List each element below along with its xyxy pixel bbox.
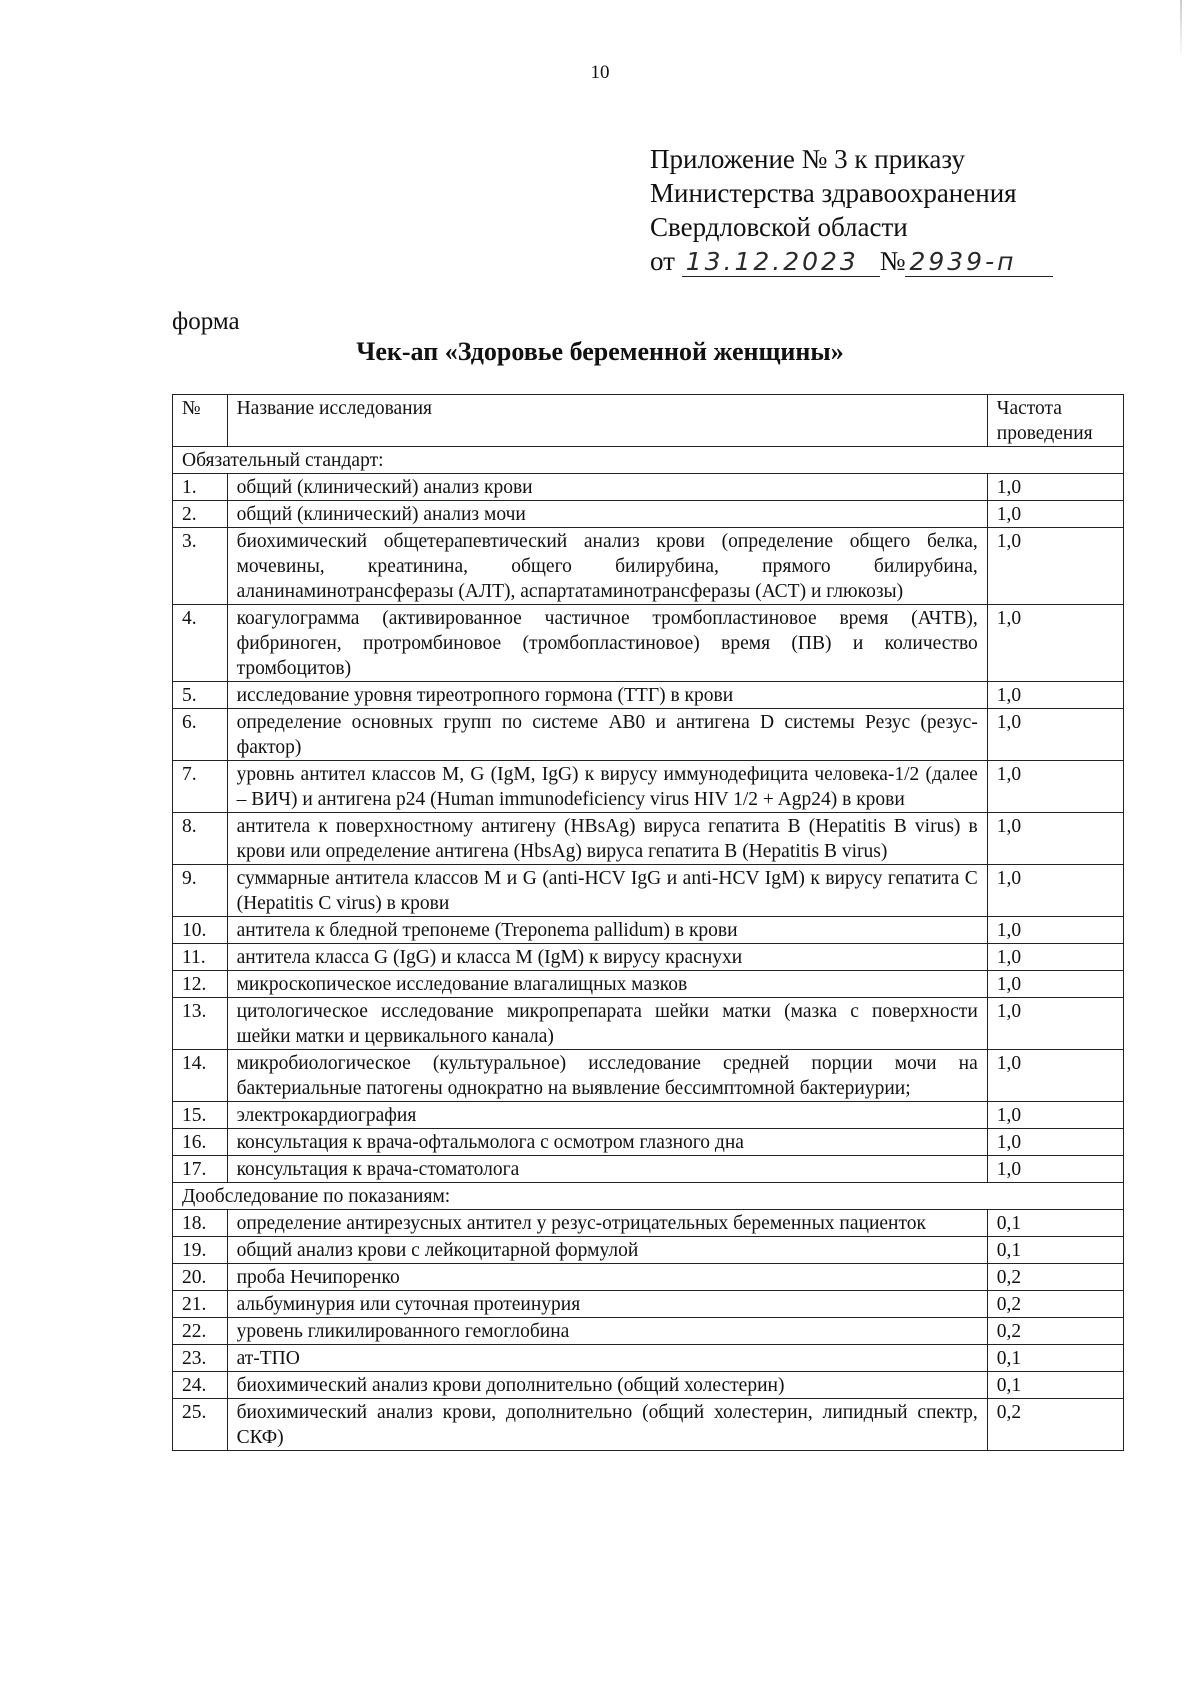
table-row	[173, 1050, 1124, 1102]
row-frequency: 1,0	[987, 501, 1123, 528]
row-frequency: 1,0	[987, 813, 1123, 865]
row-frequency: 1,0	[987, 709, 1123, 761]
row-study-name: уровень гликилированного гемоглобина	[227, 1318, 987, 1345]
row-number: 13.	[173, 998, 228, 1050]
row-study-name: биохимический общетерапевтический анализ крови (определение общего белка, мочевины, креатинина, общего билирубина, прямого билирубина, аланинаминотрансферазы (АЛТ), аспартатаминотрансферазы (АСТ) и глюкозы)	[227, 528, 987, 605]
row-number: 24.	[173, 1372, 228, 1399]
row-number: 7.	[173, 761, 228, 813]
row-frequency: 0,2	[987, 1318, 1123, 1345]
table-row	[173, 709, 1124, 761]
row-study-name: общий (клинический) анализ мочи	[227, 501, 987, 528]
section-header-row	[173, 447, 1124, 474]
row-number: 12.	[173, 971, 228, 998]
row-study-name: коагулограмма (активированное частичное тромбопластиновое время (АЧТВ), фибриноген, протромбиновое (тромбопластиновое) время (ПВ) и количество тромбоцитов)	[227, 605, 987, 682]
page-number: 10	[590, 62, 610, 83]
row-study-name: исследование уровня тиреотропного гормона (ТТГ) в крови	[227, 682, 987, 709]
table-row	[173, 971, 1124, 998]
row-frequency: 1,0	[987, 865, 1123, 917]
row-frequency: 0,2	[987, 1399, 1123, 1451]
table-row	[173, 1318, 1124, 1345]
table-row	[173, 944, 1124, 971]
table-row	[173, 682, 1124, 709]
document-title: Чек-ап «Здоровье беременной женщины»	[356, 337, 844, 366]
row-study-name: антитела к поверхностному антигену (HBsAg) вируса гепатита B (Hepatitis B virus) в крови или определение антигена (HbsAg) вируса гепатита B (Hepatitis B virus)	[227, 813, 987, 865]
row-frequency: 1,0	[987, 917, 1123, 944]
row-study-name: определение основных групп по системе АВ0 и антигена D системы Резус (резус-фактор)	[227, 709, 987, 761]
row-frequency: 0,1	[987, 1372, 1123, 1399]
appendix-line-1: Приложение № 3 к приказу	[650, 144, 965, 174]
row-frequency: 1,0	[987, 1050, 1123, 1102]
table-row	[173, 1345, 1124, 1372]
row-number: 22.	[173, 1318, 228, 1345]
table-row	[173, 1129, 1124, 1156]
header-name: Название исследования	[227, 395, 987, 447]
row-number: 3.	[173, 528, 228, 605]
row-number: 21.	[173, 1291, 228, 1318]
form-label: форма	[172, 308, 240, 335]
row-number: 20.	[173, 1264, 228, 1291]
table-row	[173, 1237, 1124, 1264]
table-row	[173, 528, 1124, 605]
row-study-name: антитела к бледной трепонеме (Treponema pallidum) в крови	[227, 917, 987, 944]
table-row	[173, 917, 1124, 944]
row-study-name: цитологическое исследование микропрепарата шейки матки (мазка с поверхности шейки матки и цервикального канала)	[227, 998, 987, 1050]
from-label: от	[650, 246, 675, 276]
table-row	[173, 761, 1124, 813]
table-row	[173, 1291, 1124, 1318]
table-row	[173, 1102, 1124, 1129]
row-frequency: 0,1	[987, 1210, 1123, 1237]
table-row	[173, 1372, 1124, 1399]
row-number: 15.	[173, 1102, 228, 1129]
row-study-name: альбуминурия или суточная протеинурия	[227, 1291, 987, 1318]
handwritten-order-number: 2939-п	[905, 248, 1053, 277]
section-title: Дообследование по показаниям:	[173, 1183, 1124, 1210]
row-frequency: 1,0	[987, 682, 1123, 709]
row-study-name: электрокардиография	[227, 1102, 987, 1129]
row-study-name: суммарные антитела классов M и G (anti-HCV IgG и anti-HCV IgM) к вирусу гепатита C (Hepatitis C virus) в крови	[227, 865, 987, 917]
table-row	[173, 474, 1124, 501]
table-body	[173, 447, 1124, 1451]
row-frequency: 1,0	[987, 605, 1123, 682]
row-study-name: общий анализ крови с лейкоцитарной формулой	[227, 1237, 987, 1264]
table-row	[173, 1210, 1124, 1237]
row-study-name: биохимический анализ крови дополнительно (общий холестерин)	[227, 1372, 987, 1399]
row-study-name: общий (клинический) анализ крови	[227, 474, 987, 501]
table-row	[173, 501, 1124, 528]
table-row	[173, 813, 1124, 865]
row-frequency: 1,0	[987, 474, 1123, 501]
section-title: Обязательный стандарт:	[173, 447, 1124, 474]
row-number: 25.	[173, 1399, 228, 1451]
row-frequency: 1,0	[987, 944, 1123, 971]
section-header-row	[173, 1183, 1124, 1210]
row-frequency: 1,0	[987, 1156, 1123, 1183]
row-number: 19.	[173, 1237, 228, 1264]
row-study-name: антитела класса G (IgG) и класса M (IgM) к вирусу краснухи	[227, 944, 987, 971]
row-number: 1.	[173, 474, 228, 501]
scan-edge-artifact	[1180, 0, 1182, 60]
row-frequency: 1,0	[987, 998, 1123, 1050]
table-header-row	[173, 395, 1124, 447]
table-row	[173, 605, 1124, 682]
appendix-header	[650, 142, 1170, 278]
row-frequency: 0,2	[987, 1264, 1123, 1291]
table-row	[173, 1156, 1124, 1183]
row-number: 16.	[173, 1129, 228, 1156]
row-study-name: биохимический анализ крови, дополнительно (общий холестерин, липидный спектр, СКФ)	[227, 1399, 987, 1451]
header-number: №	[173, 395, 228, 447]
row-number: 18.	[173, 1210, 228, 1237]
row-number: 17.	[173, 1156, 228, 1183]
checkup-table	[172, 394, 1124, 1451]
row-frequency: 0,1	[987, 1237, 1123, 1264]
order-reference	[650, 244, 1170, 278]
row-number: 23.	[173, 1345, 228, 1372]
table-row	[173, 998, 1124, 1050]
number-label: №	[879, 246, 906, 276]
appendix-line-2: Министерства здравоохранения	[650, 178, 1017, 208]
row-frequency: 1,0	[987, 528, 1123, 605]
row-frequency: 1,0	[987, 761, 1123, 813]
row-frequency: 1,0	[987, 1129, 1123, 1156]
row-study-name: ат-ТПО	[227, 1345, 987, 1372]
row-number: 2.	[173, 501, 228, 528]
row-frequency: 0,2	[987, 1291, 1123, 1318]
row-number: 10.	[173, 917, 228, 944]
row-study-name: микроскопическое исследование влагалищных мазков	[227, 971, 987, 998]
row-study-name: консультация к врача-офтальмолога с осмотром глазного дна	[227, 1129, 987, 1156]
row-study-name: консультация к врача-стоматолога	[227, 1156, 987, 1183]
row-frequency: 1,0	[987, 1102, 1123, 1129]
row-number: 11.	[173, 944, 228, 971]
table-row	[173, 1264, 1124, 1291]
table-row	[173, 865, 1124, 917]
row-number: 5.	[173, 682, 228, 709]
header-frequency: Частота проведения	[987, 395, 1123, 447]
row-study-name: микробиологическое (культуральное) исследование средней порции мочи на бактериальные патогены однократно на выявление бессимптомной бактериурии;	[227, 1050, 987, 1102]
appendix-line-3: Свердловской области	[650, 212, 908, 242]
row-study-name: определение антирезусных антител у резус-отрицательных беременных пациенток	[227, 1210, 987, 1237]
row-number: 8.	[173, 813, 228, 865]
table-row	[173, 1399, 1124, 1451]
row-study-name: проба Нечипоренко	[227, 1264, 987, 1291]
row-number: 14.	[173, 1050, 228, 1102]
row-frequency: 1,0	[987, 971, 1123, 998]
row-number: 9.	[173, 865, 228, 917]
handwritten-date: 13.12.2023	[682, 248, 880, 277]
row-frequency: 0,1	[987, 1345, 1123, 1372]
row-number: 4.	[173, 605, 228, 682]
row-number: 6.	[173, 709, 228, 761]
row-study-name: уровнь антител классов M, G (IgM, IgG) к вирусу иммунодефицита человека-1/2 (далее – ВИЧ) и антигена р24 (Human immunodeficiency virus HIV 1/2 + Agp24) в крови	[227, 761, 987, 813]
